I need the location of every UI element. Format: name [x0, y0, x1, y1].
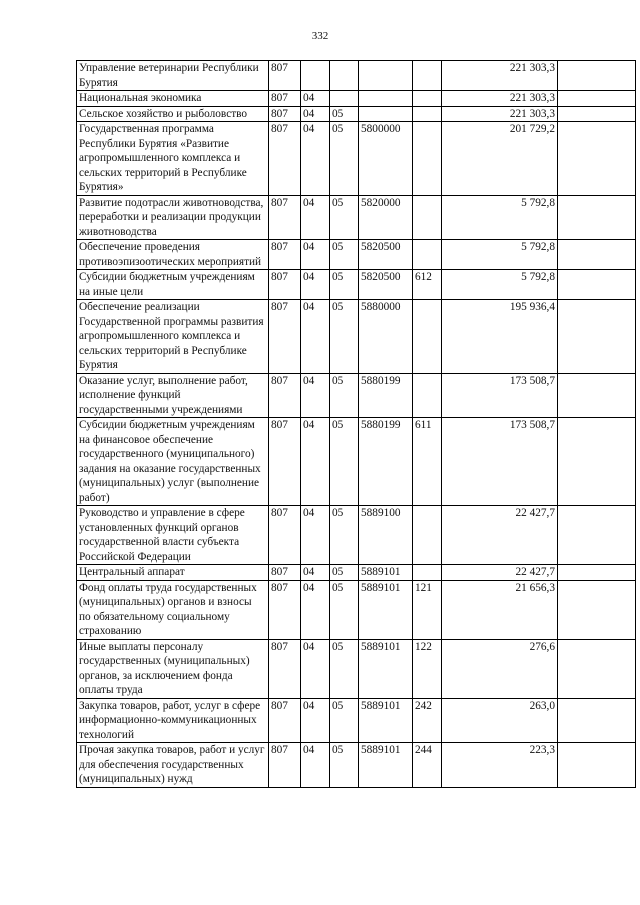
cell-name: Государственная программа Республики Бурятия «Развитие агропромышленного комплекса и сельских территорий в Республике Бурятия» — [77, 122, 269, 196]
cell-csr: 5820500 — [359, 240, 413, 270]
cell-sum: 22 427,7 — [442, 506, 558, 565]
cell-sum: 221 303,3 — [442, 91, 558, 107]
cell-rz: 04 — [301, 418, 330, 506]
cell-ved: 807 — [269, 240, 301, 270]
cell-ved: 807 — [269, 743, 301, 788]
table-row — [77, 698, 636, 743]
cell-pr: 05 — [330, 106, 359, 122]
cell-csr: 5889101 — [359, 743, 413, 788]
cell-ved: 807 — [269, 580, 301, 639]
cell-rz: 04 — [301, 106, 330, 122]
page-number: 332 — [311, 30, 329, 42]
cell-sum: 221 303,3 — [442, 106, 558, 122]
cell-sum: 5 792,8 — [442, 240, 558, 270]
cell-pr: 05 — [330, 639, 359, 698]
cell-ved: 807 — [269, 300, 301, 374]
table-row — [77, 580, 636, 639]
cell-sum: 263,0 — [442, 698, 558, 743]
cell-name: Центральный аппарат — [77, 565, 269, 581]
cell-empty — [558, 565, 636, 581]
table-row — [77, 195, 636, 240]
table-row — [77, 300, 636, 374]
cell-empty — [558, 106, 636, 122]
cell-csr — [359, 106, 413, 122]
cell-vr — [413, 106, 442, 122]
cell-rz — [301, 61, 330, 91]
cell-sum: 201 729,2 — [442, 122, 558, 196]
cell-ved: 807 — [269, 270, 301, 300]
cell-vr: 122 — [413, 639, 442, 698]
cell-rz: 04 — [301, 373, 330, 418]
cell-sum: 21 656,3 — [442, 580, 558, 639]
table-row — [77, 270, 636, 300]
cell-vr: 121 — [413, 580, 442, 639]
cell-empty — [558, 270, 636, 300]
cell-name: Сельское хозяйство и рыболовство — [77, 106, 269, 122]
cell-sum: 173 508,7 — [442, 373, 558, 418]
cell-rz: 04 — [301, 743, 330, 788]
cell-rz: 04 — [301, 506, 330, 565]
budget-table — [76, 60, 636, 788]
cell-pr: 05 — [330, 270, 359, 300]
cell-vr — [413, 122, 442, 196]
cell-empty — [558, 122, 636, 196]
cell-pr: 05 — [330, 506, 359, 565]
table-row — [77, 418, 636, 506]
cell-csr: 5880000 — [359, 300, 413, 374]
cell-rz: 04 — [301, 698, 330, 743]
cell-ved: 807 — [269, 106, 301, 122]
cell-name: Прочая закупка товаров, работ и услуг для обеспечения государственных (муниципальных) нужд — [77, 743, 269, 788]
cell-pr: 05 — [330, 195, 359, 240]
table-row — [77, 91, 636, 107]
cell-csr — [359, 91, 413, 107]
cell-rz: 04 — [301, 300, 330, 374]
cell-empty — [558, 506, 636, 565]
cell-ved: 807 — [269, 195, 301, 240]
cell-pr: 05 — [330, 580, 359, 639]
cell-csr: 5889101 — [359, 639, 413, 698]
cell-vr — [413, 240, 442, 270]
cell-empty — [558, 698, 636, 743]
cell-ved: 807 — [269, 91, 301, 107]
cell-rz: 04 — [301, 270, 330, 300]
cell-ved: 807 — [269, 373, 301, 418]
cell-empty — [558, 639, 636, 698]
cell-vr: 612 — [413, 270, 442, 300]
cell-name: Управление ветеринарии Республики Бурятия — [77, 61, 269, 91]
cell-sum: 5 792,8 — [442, 270, 558, 300]
cell-empty — [558, 300, 636, 374]
cell-name: Иные выплаты персоналу государственных (муниципальных) органов, за исключением фонда оплаты труда — [77, 639, 269, 698]
cell-name: Обеспечение реализации Государственной программы развития агропромышленного комплекса и сельских территорий в Республике Бурятия — [77, 300, 269, 374]
cell-sum: 173 508,7 — [442, 418, 558, 506]
cell-vr: 244 — [413, 743, 442, 788]
cell-sum: 5 792,8 — [442, 195, 558, 240]
cell-empty — [558, 373, 636, 418]
cell-vr — [413, 91, 442, 107]
cell-pr: 05 — [330, 418, 359, 506]
table-row — [77, 373, 636, 418]
cell-csr: 5880199 — [359, 373, 413, 418]
cell-csr — [359, 61, 413, 91]
cell-csr: 5880199 — [359, 418, 413, 506]
table-row — [77, 240, 636, 270]
cell-pr: 05 — [330, 698, 359, 743]
cell-empty — [558, 743, 636, 788]
cell-empty — [558, 61, 636, 91]
cell-vr: 611 — [413, 418, 442, 506]
cell-ved: 807 — [269, 418, 301, 506]
cell-name: Фонд оплаты труда государственных (муниципальных) органов и взносы по обязательному социальному страхованию — [77, 580, 269, 639]
cell-ved: 807 — [269, 122, 301, 196]
cell-sum: 221 303,3 — [442, 61, 558, 91]
cell-sum: 223,3 — [442, 743, 558, 788]
cell-empty — [558, 580, 636, 639]
cell-name: Субсидии бюджетным учреждениям на иные цели — [77, 270, 269, 300]
cell-vr — [413, 373, 442, 418]
table-row — [77, 106, 636, 122]
cell-empty — [558, 91, 636, 107]
cell-pr: 05 — [330, 300, 359, 374]
cell-csr: 5800000 — [359, 122, 413, 196]
cell-pr: 05 — [330, 240, 359, 270]
cell-pr — [330, 91, 359, 107]
cell-empty — [558, 195, 636, 240]
cell-name: Обеспечение проведения противоэпизоотических мероприятий — [77, 240, 269, 270]
table-row — [77, 565, 636, 581]
cell-empty — [558, 418, 636, 506]
cell-sum: 22 427,7 — [442, 565, 558, 581]
cell-ved: 807 — [269, 639, 301, 698]
cell-name: Развитие подотрасли животноводства, переработки и реализации продукции животноводства — [77, 195, 269, 240]
cell-pr: 05 — [330, 565, 359, 581]
table-row — [77, 639, 636, 698]
cell-ved: 807 — [269, 698, 301, 743]
cell-rz: 04 — [301, 122, 330, 196]
cell-name: Закупка товаров, работ, услуг в сфере информационно-коммуникационных технологий — [77, 698, 269, 743]
cell-vr: 242 — [413, 698, 442, 743]
cell-pr: 05 — [330, 743, 359, 788]
cell-ved: 807 — [269, 506, 301, 565]
cell-ved: 807 — [269, 61, 301, 91]
budget-table-body — [77, 61, 636, 788]
cell-vr — [413, 565, 442, 581]
cell-pr — [330, 61, 359, 91]
cell-vr — [413, 195, 442, 240]
cell-pr: 05 — [330, 122, 359, 196]
cell-csr: 5820000 — [359, 195, 413, 240]
table-row — [77, 506, 636, 565]
cell-name: Руководство и управление в сфере установленных функций органов государственной власти субъекта Российской Федерации — [77, 506, 269, 565]
table-row — [77, 61, 636, 91]
cell-csr: 5889101 — [359, 580, 413, 639]
cell-name: Национальная экономика — [77, 91, 269, 107]
cell-name: Оказание услуг, выполнение работ, исполнение функций государственными учреждениями — [77, 373, 269, 418]
cell-vr — [413, 61, 442, 91]
cell-name: Субсидии бюджетным учреждениям на финансовое обеспечение государственного (муниципального) задания на оказание государственных (муниципальных) услуг (выполнение работ) — [77, 418, 269, 506]
cell-pr: 05 — [330, 373, 359, 418]
cell-rz: 04 — [301, 580, 330, 639]
cell-csr: 5889100 — [359, 506, 413, 565]
cell-vr — [413, 300, 442, 374]
cell-rz: 04 — [301, 91, 330, 107]
cell-sum: 195 936,4 — [442, 300, 558, 374]
cell-rz: 04 — [301, 240, 330, 270]
cell-ved: 807 — [269, 565, 301, 581]
cell-rz: 04 — [301, 195, 330, 240]
table-row — [77, 122, 636, 196]
cell-empty — [558, 240, 636, 270]
cell-csr: 5889101 — [359, 698, 413, 743]
cell-rz: 04 — [301, 639, 330, 698]
table-row — [77, 743, 636, 788]
cell-csr: 5889101 — [359, 565, 413, 581]
cell-rz: 04 — [301, 565, 330, 581]
cell-csr: 5820500 — [359, 270, 413, 300]
cell-vr — [413, 506, 442, 565]
cell-sum: 276,6 — [442, 639, 558, 698]
